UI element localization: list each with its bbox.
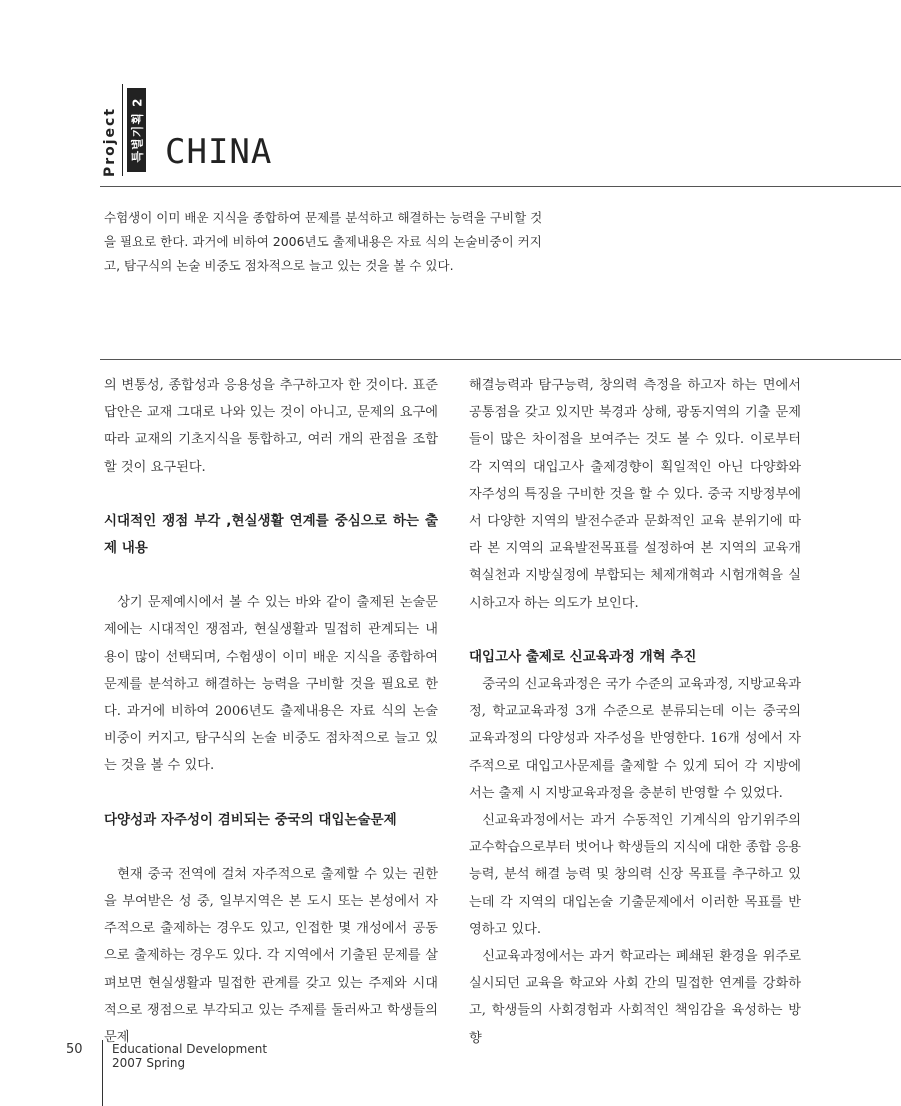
section-rule — [100, 359, 901, 360]
intro-summary: 수험생이 이미 배운 지식을 종합하여 문제를 분석하고 해결하는 능력을 구비할 것을 필요로 한다. 과거에 비하여 2006년도 출제내용은 자료 식의 논술비중이 커지고, 탐구식의 논술 비중도 점차적으로 늘고 있는 것을 볼 수 있다. — [104, 210, 543, 273]
page-number: 50 — [66, 1042, 83, 1057]
footer-journal — [112, 1042, 267, 1070]
left-paragraph-3: 현재 중국 전역에 걸쳐 자주적으로 출제할 수 있는 권한을 부여받은 성 중, 일부지역은 본 도시 또는 본성에서 자주적으로 출제하는 경우도 있고, 인접한 몇 개성에서 공동으로 출제하는 경우도 있다. 각 지역에서 기출된 문제를 살펴보면 현실생활과 밀접한 관계를 갖고 있는 주제와 시대적으로 쟁점으로 부각되고 있는 주제를 둘러싸고 학생들의 문제 — [104, 866, 438, 1046]
left-heading-2: 다양성과 자주성이 겸비되는 중국의 대입논술문제 — [104, 811, 397, 828]
page-title: CHINA — [165, 132, 273, 172]
left-paragraph-1: 의 변통성, 종합성과 응용성을 추구하고자 한 것이다. 표준답안은 교재 그대로 나와 있는 것이 아니고, 문제의 요구에 따라 교재의 기초지식을 통합하고, 여러 개의 관점을 조합할 것이 요구된다. — [104, 378, 438, 475]
left-heading-1: 시대적인 쟁점 부각 ,현실생활 연계를 중심으로 하는 출제 내용 — [104, 512, 438, 557]
right-heading-1: 대입고사 출제로 신교육과정 개혁 추진 — [469, 648, 697, 665]
right-paragraph-2: 중국의 신교육과정은 국가 수준의 교육과정, 지방교육과정, 학교교육과정 3개 수준으로 분류되는데 이는 중국의 교육과정의 다양성과 자주성을 반영한다. 16개 성에서 자주적으로 대입고사문제를 출제할 수 있게 되어 각 지방에서는 출제 시 지방교육과정을 충분히 반영할 수 있었다. — [469, 677, 801, 801]
left-column — [104, 372, 438, 1051]
right-paragraph-1: 해결능력과 탐구능력, 창의력 측정을 하고자 하는 면에서 공통점을 갖고 있지만 북경과 상해, 광동지역의 기출 문제들이 많은 차이점을 보여주는 것도 볼 수 있다. 이로부터 각 지역의 대입고사 출제경향이 획일적인 아닌 다양화와 자주성의 특징을 구비한 것을 할 수 있다. 중국 지방정부에서 다양한 지역의 발전수준과 문화적인 교육 분위기에 따라 본 지역의 교육발전목표를 설정하여 본 지역의 교육개혁실천과 지방실정에 부합되는 체제개혁과 시험개혁을 실시하고자 하는 의도가 보인다. — [469, 378, 801, 611]
project-label-text: Project — [102, 106, 118, 178]
journal-issue: 2007 Spring — [112, 1056, 186, 1070]
right-column — [469, 372, 801, 1052]
header-divider — [122, 84, 123, 176]
special-feature-label: 특별기획 2 — [130, 97, 144, 163]
left-paragraph-2: 상기 문제예시에서 볼 수 있는 바와 같이 출제된 논술문제에는 시대적인 쟁점과, 현실생활과 밀접히 관계되는 내용이 많이 선택되며, 수험생이 이미 배운 지식을 종합하여 문제를 분석하고 해결하는 능력을 구비할 것을 필요로 한다. 과거에 비하여 2006년도 출제내용은 자료 식의 논술비중이 커지고, 탐구식의 논술 비중도 점차적으로 늘고 있는 것을 볼 수 있다. — [104, 595, 438, 774]
footer-divider — [102, 1040, 103, 1106]
top-rule — [100, 186, 901, 187]
journal-name: Educational Development — [112, 1042, 268, 1056]
project-label — [97, 108, 123, 176]
right-paragraph-4: 신교육과정에서는 과거 학교라는 폐쇄된 환경을 위주로 실시되던 교육을 학교와 사회 간의 밀접한 연계를 강화하고, 학생들의 사회경험과 사회적인 책임감을 육성하는 방향 — [469, 949, 801, 1046]
right-paragraph-3: 신교육과정에서는 과거 수동적인 기계식의 암기위주의 교수학습으로부터 벗어나 학생들의 지식에 대한 종합 응용능력, 분석 해결 능력 및 창의력 신장 목표를 추구하고 있는데 각 지역의 대입논술 기출문제에서 이러한 목표를 반영하고 있다. — [469, 813, 801, 937]
special-feature-badge — [127, 88, 146, 172]
